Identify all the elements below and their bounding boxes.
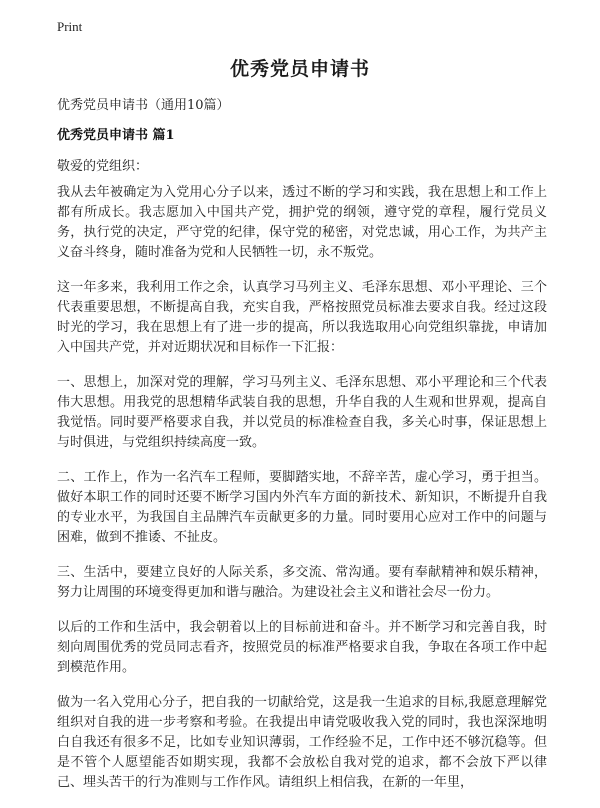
salutation: 敬爱的党组织： (57, 159, 149, 174)
paragraph: 我从去年被确定为入党用心分子以来，透过不断的学习和实践，我在思想上和工作上都有所成长。我志愿加入中国共产党，拥护党的纲领，遵守党的章程，履行党员义务，执行党的决定，严守党的纪律，保守党的秘密，对党忠诚，用心工作，为共产主义奋斗终身，随时准备为党和人民牺牲一切，永不叛党。 (57, 185, 547, 260)
paragraph: 一、思想上，加深对党的理解，学习马列主义、毛泽东思想、邓小平理论和三个代表伟大思想。用我党的思想精华武装自我的思想，升华自我的人生观和世界观，提高自我觉悟。同时要严格要求自我，并以党员的标准检查自我，多关心时事，保证思想上与时俱进，与党组织持续高度一致。 (57, 375, 547, 450)
page-title: 优秀党员申请书 (229, 58, 370, 80)
print-link[interactable]: Print (57, 19, 83, 34)
paragraph: 这一年多来，我利用工作之余，认真学习马列主义、毛泽东思想、邓小平理论、三个代表重要思想，不断提高自我，充实自我，严格按照党员标准去要求自我。经过这段时光的学习，我在思想上有了进一步的提高，所以我选取用心向党组织靠拢，申请加入中国共产党，并对近期状况和目标作一下汇报： (57, 280, 547, 355)
paragraph: 以后的工作和生活中，我会朝着以上的目标前进和奋斗。并不断学习和完善自我，时刻向周围优秀的党员同志看齐，按照党员的标准严格要求自我，争取在各项工作中起到模范作用。 (57, 620, 547, 675)
paragraph: 三、生活中，要建立良好的人际关系，多交流、常沟通。要有奉献精神和娱乐精神，努力让周围的环境变得更加和谐与融洽。为建设社会主义和谐社会尽一份力。 (57, 565, 547, 600)
letter-body (57, 183, 547, 808)
paragraph: 做为一名入党用心分子，把自我的一切献给党，这是我一生追求的目标,我愿意理解党组织对自我的进一步考察和考验。在我提出申请党吸收我入党的同时，我也深深地明白自我还有很多不足，比如专业知识薄弱，工作经验不足，工作中还不够沉稳等。但是不管个人愿望能否如期实现，我都不会放松自我对党的追求，都不会放下严以律己、埋头苦干的行为准则与工作作风。请组织上相信我，在新的一年里， (57, 695, 547, 790)
paragraph: 二、工作上，作为一名汽车工程师，要脚踏实地，不辞辛苦，虚心学习，勇于担当。做好本职工作的同时还要不断学习国内外汽车方面的新技术、新知识，不断提升自我的专业水平，为我国自主品牌汽车贡献更多的力量。同时要用心应对工作中的问题与困难，做到不推诿、不扯皮。 (57, 470, 547, 545)
section-heading: 优秀党员申请书 篇1 (57, 128, 175, 143)
document-subtitle: 优秀党员申请书（通用10篇） (57, 98, 230, 113)
